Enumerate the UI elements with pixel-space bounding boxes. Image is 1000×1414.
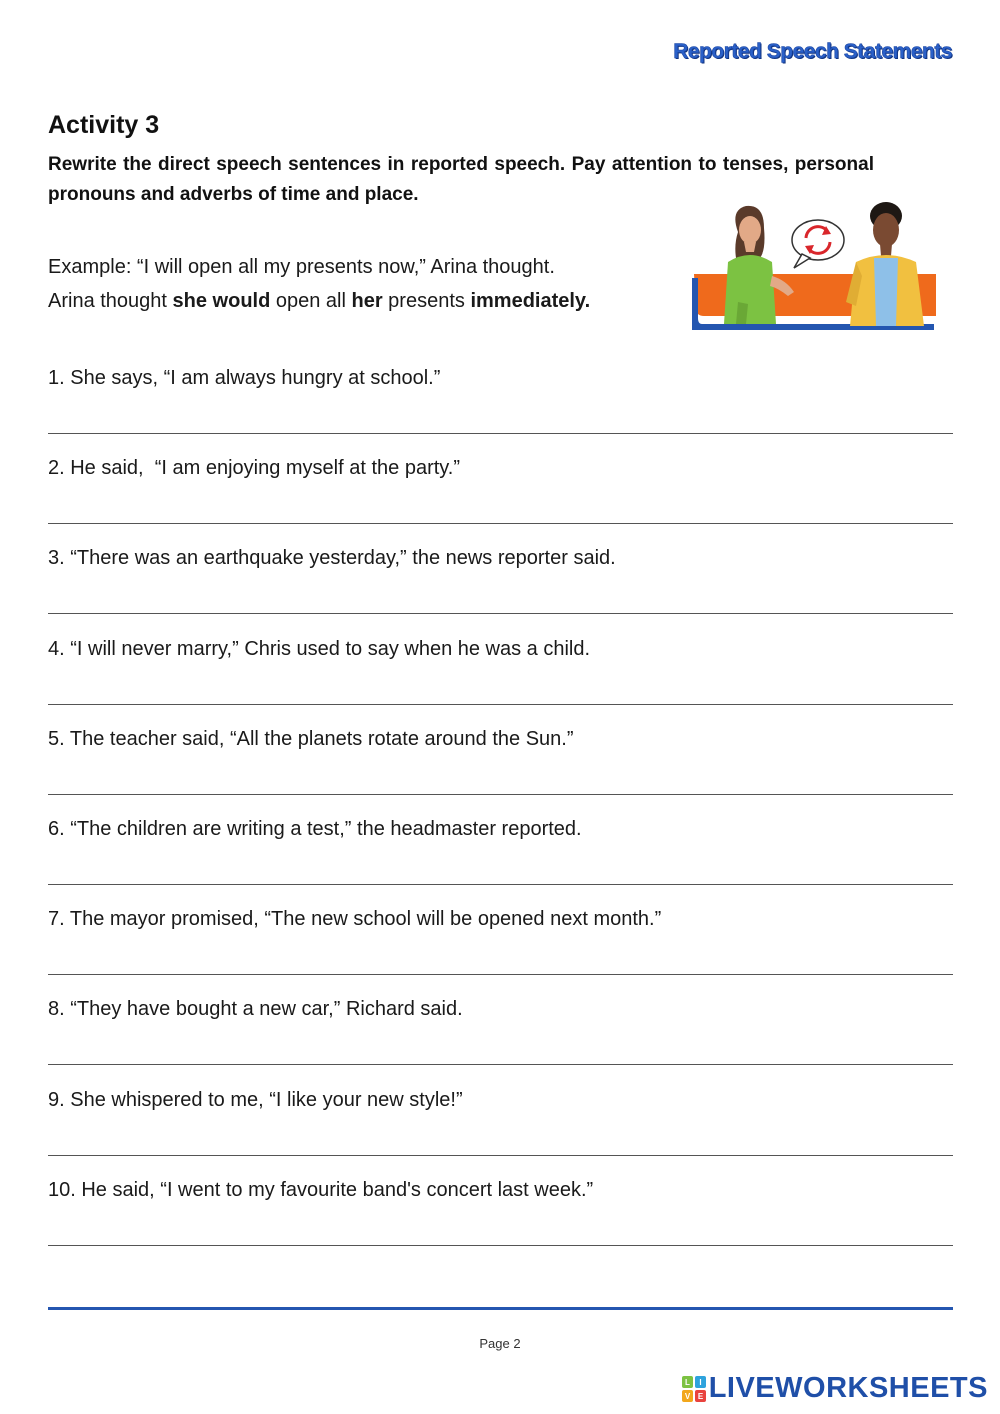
- question-item: [48, 1086, 953, 1176]
- answer-line[interactable]: [48, 433, 953, 434]
- question-text: 6. “The children are writing a test,” the headmaster reported.: [48, 817, 582, 840]
- answer-line[interactable]: [48, 1245, 953, 1246]
- liveworksheets-logo-icon: [682, 1376, 706, 1402]
- logo-letter: V: [684, 1391, 690, 1401]
- footer-divider: [48, 1307, 953, 1310]
- logo-letter: E: [697, 1391, 703, 1401]
- worksheet-header-title: Reported Speech Statements: [673, 40, 952, 63]
- page-number: Page 2: [479, 1336, 521, 1351]
- question-item: [48, 454, 953, 544]
- example-reported-speech: Arina thought she would open all her presents immediately.: [48, 290, 591, 312]
- answer-line[interactable]: [48, 884, 953, 885]
- question-text: 2. He said, “I am enjoying myself at the party.”: [48, 457, 461, 480]
- activity-instructions: Rewrite the direct speech sentences in reported speech. Pay attention to tenses, personal pronouns and adverbs of time and place.: [48, 154, 874, 205]
- question-list: [48, 364, 953, 1266]
- question-text: 3. “There was an earthquake yesterday,” the news reporter said.: [48, 547, 616, 570]
- question-text: 8. “They have bought a new car,” Richard said.: [48, 998, 463, 1021]
- speech-bubble-icon: [792, 220, 844, 268]
- answer-line[interactable]: [48, 974, 953, 975]
- liveworksheets-brand[interactable]: [682, 1372, 988, 1405]
- conversation-illustration: [690, 192, 940, 332]
- question-item: [48, 364, 953, 454]
- man-figure: [846, 202, 924, 326]
- answer-line[interactable]: [48, 794, 953, 795]
- question-text: 4. “I will never marry,” Chris used to say when he was a child.: [48, 637, 591, 660]
- logo-letter: L: [684, 1377, 690, 1387]
- activity-title: Activity 3: [48, 111, 160, 139]
- question-item: [48, 635, 953, 725]
- question-item: [48, 995, 953, 1085]
- answer-line[interactable]: [48, 523, 953, 524]
- question-text: 5. The teacher said, “All the planets rotate around the Sun.”: [48, 727, 574, 750]
- answer-line[interactable]: [48, 613, 953, 614]
- brand-name: LIVEWORKSHEETS: [708, 1372, 988, 1404]
- question-text: 10. He said, “I went to my favourite band's concert last week.”: [48, 1178, 594, 1201]
- example-block: [48, 250, 590, 318]
- logo-letter: I: [699, 1377, 702, 1387]
- question-item: [48, 544, 953, 634]
- question-text: 1. She says, “I am always hungry at school.”: [48, 367, 441, 389]
- question-item: [48, 1176, 953, 1266]
- answer-line[interactable]: [48, 1064, 953, 1065]
- example-direct-speech: Example: “I will open all my presents now,” Arina thought.: [48, 256, 555, 278]
- question-text: 7. The mayor promised, “The new school will be opened next month.”: [48, 908, 662, 931]
- question-item: [48, 725, 953, 815]
- question-text: 9. She whispered to me, “I like your new style!”: [48, 1088, 463, 1111]
- question-item: [48, 815, 953, 905]
- answer-line[interactable]: [48, 1155, 953, 1156]
- question-item: [48, 905, 953, 995]
- answer-line[interactable]: [48, 704, 953, 705]
